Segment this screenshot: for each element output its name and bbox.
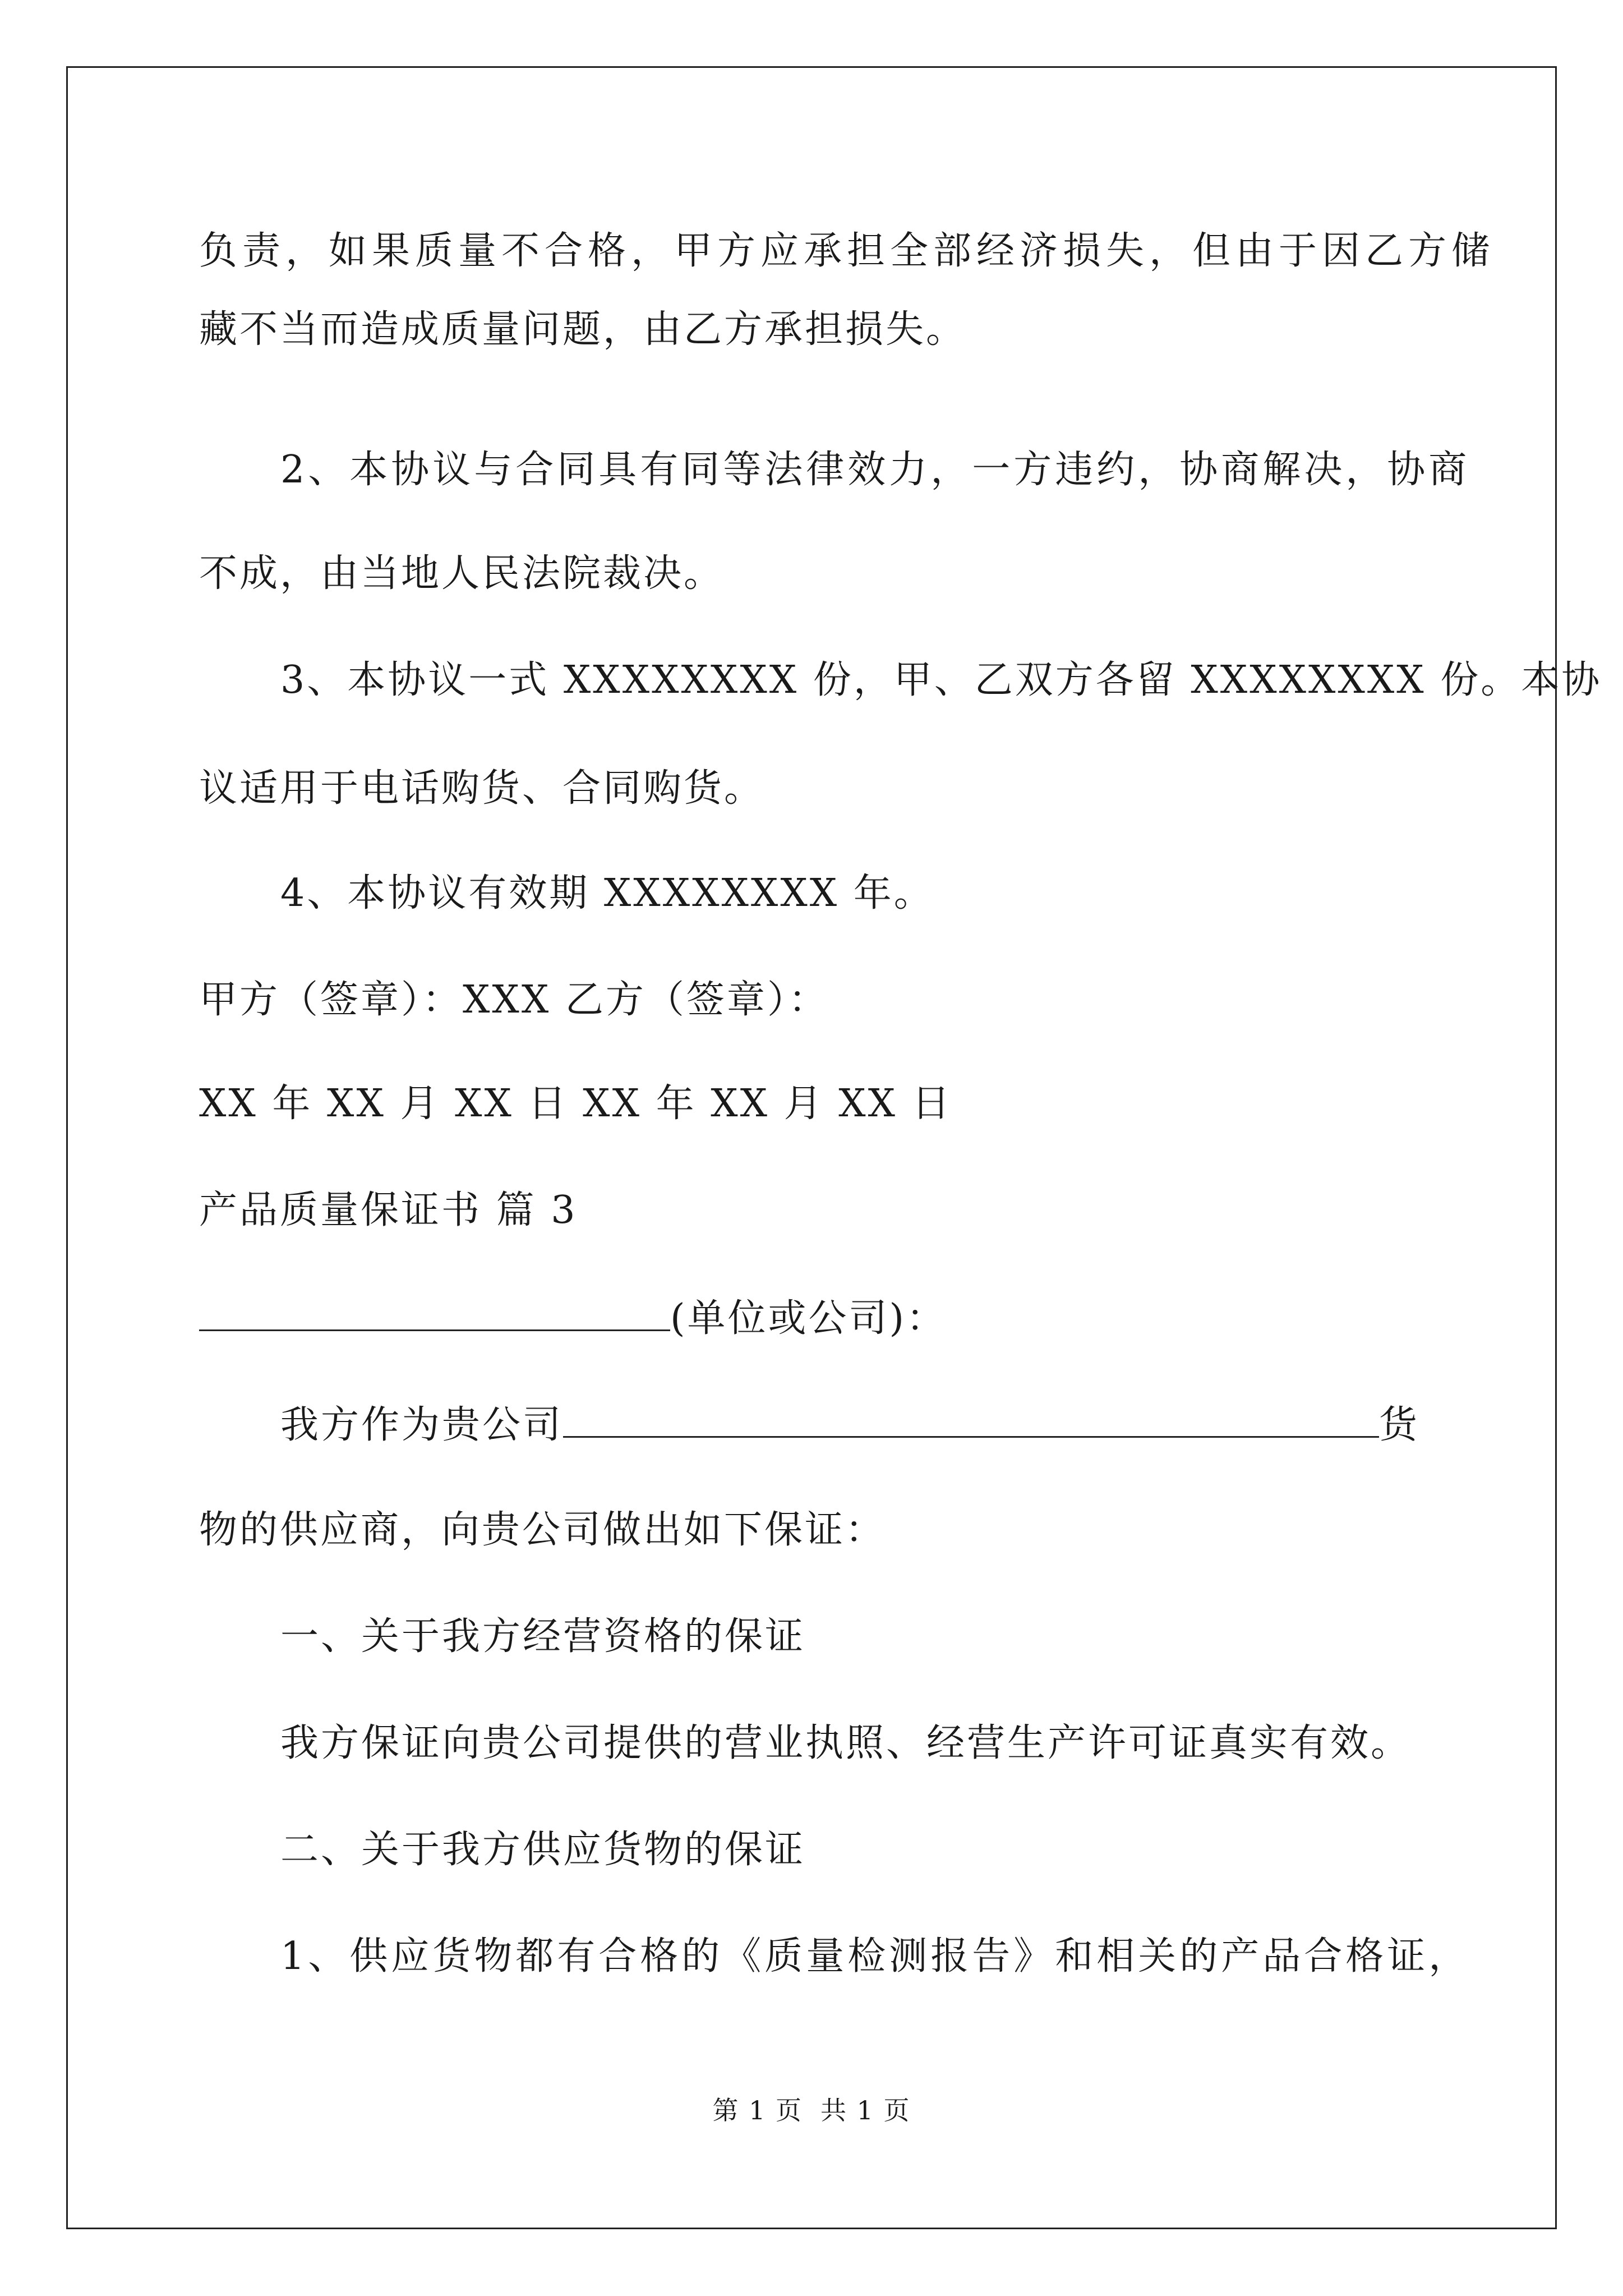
page-footer — [0, 2093, 1623, 2127]
blank-org-field[interactable] — [199, 1290, 670, 1331]
heading-goods: 二、关于我方供应货物的保证 — [280, 1828, 806, 1872]
intro-line — [280, 1397, 1419, 1452]
text-line: 议适用于电话购货、合同购货。 — [199, 766, 765, 811]
text-line: 4、本协议有效期 XXXXXXXX 年。 — [280, 871, 934, 915]
text-line: 藏不当而造成质量问题，由乙方承担损失。 — [199, 307, 967, 352]
text-line: 负责，如果质量不合格，甲方应承担全部经济损失，但由于因乙方储 — [199, 229, 1495, 273]
intro-prefix: 我方作为贵公司 — [280, 1403, 564, 1447]
page-number: 第 1 页 — [712, 2095, 803, 2125]
text-line: 1、供应货物都有合格的《质量检测报告》和相关的产品合格证， — [280, 1934, 1470, 1978]
page-border — [66, 66, 1557, 2229]
text-line: 3、本协议一式 XXXXXXXX 份，甲、乙双方各留 XXXXXXXX 份。本协 — [280, 658, 1602, 702]
signature-line: 甲方（签章）：XXX 乙方（签章）： — [199, 978, 829, 1022]
date-line: XX 年 XX 月 XX 日 XX 年 XX 月 XX 日 — [199, 1082, 952, 1126]
addressee-line — [199, 1290, 947, 1346]
text-line: 我方保证向贵公司提供的营业执照、经营生产许可证真实有效。 — [280, 1721, 1412, 1765]
section-title: 产品质量保证书 篇 3 — [199, 1188, 578, 1232]
addressee-suffix: (单位或公司)： — [670, 1296, 947, 1341]
intro-suffix: 货 — [1379, 1403, 1420, 1447]
blank-goods-field[interactable] — [563, 1397, 1379, 1438]
text-line: 物的供应商，向贵公司做出如下保证： — [199, 1508, 886, 1552]
text-line: 不成，由当地人民法院裁决。 — [199, 551, 725, 596]
text-line: 2、本协议与合同具有同等法律效力，一方违约，协商解决，协商 — [280, 448, 1470, 492]
heading-qualification: 一、关于我方经营资格的保证 — [280, 1614, 806, 1659]
page-total: 共 1 页 — [820, 2095, 911, 2125]
